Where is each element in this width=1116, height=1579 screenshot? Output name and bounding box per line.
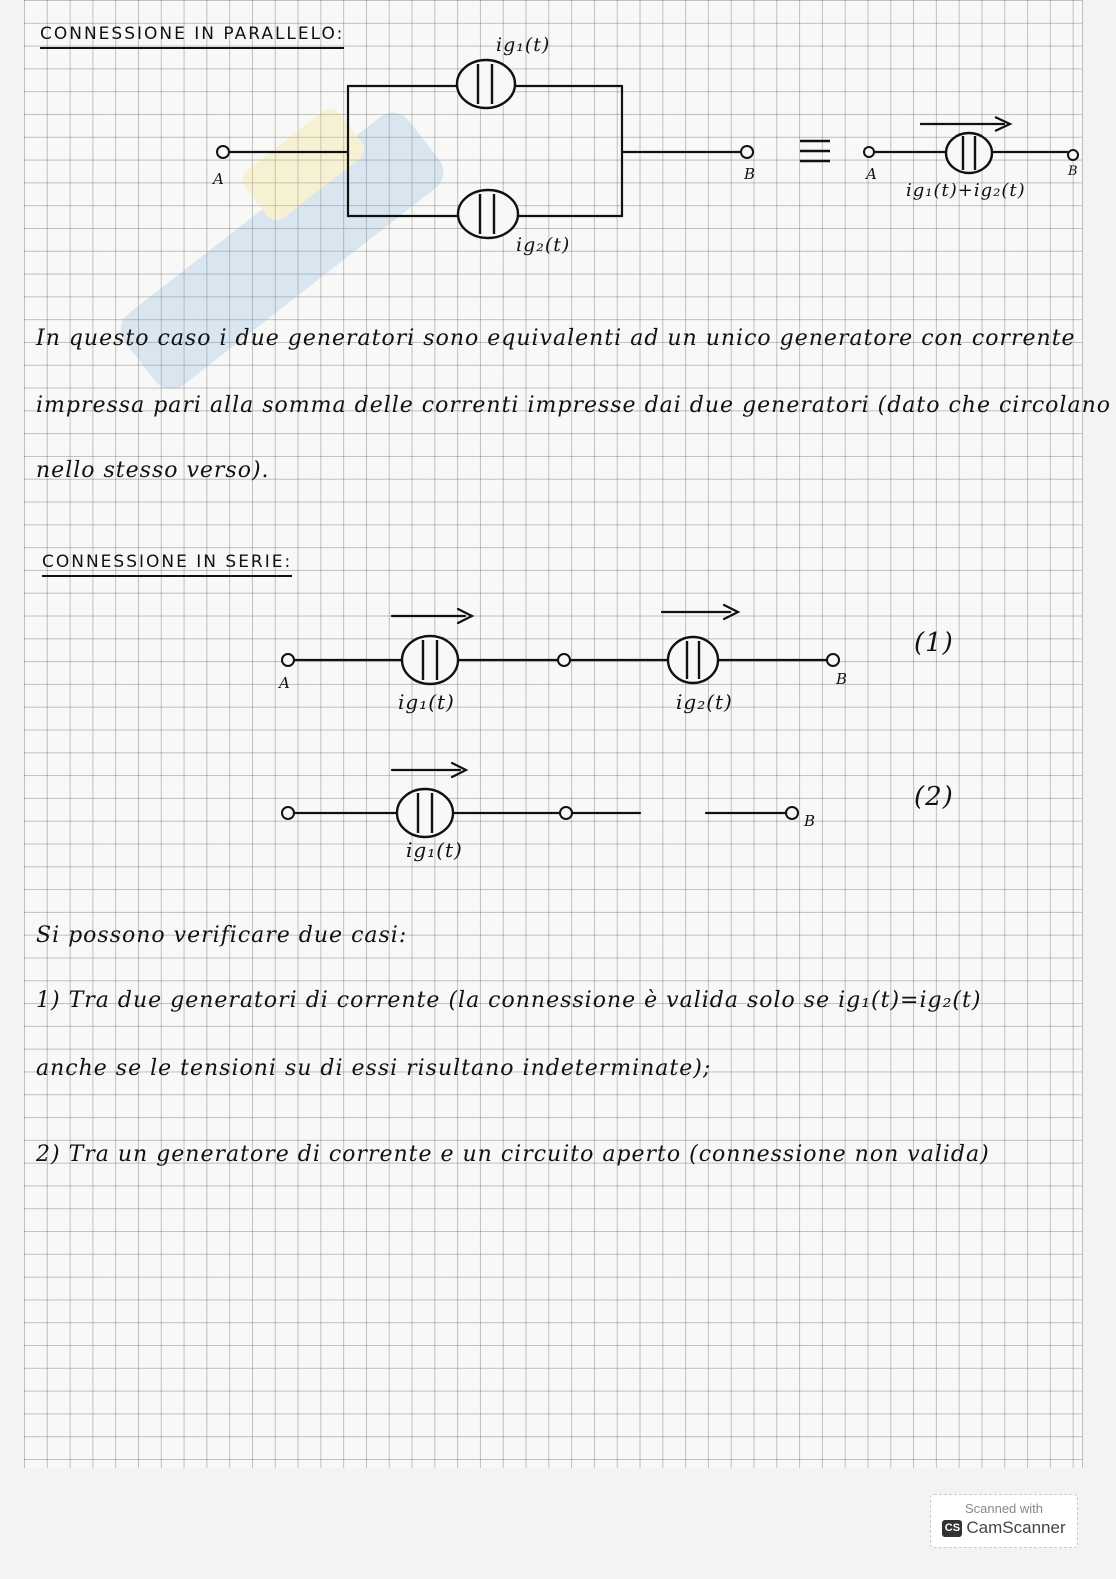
series-case2-tag: (2) [914,782,954,812]
equiv-node-b-label: B [1068,164,1079,179]
series1-gen2-label: ig₂(t) [676,690,733,714]
series1-terminal-a [282,654,294,666]
node-b-label: B [744,165,757,183]
series-case1-tag: (1) [914,628,954,658]
series1-middle-node [558,654,570,666]
equivalence-icon [800,141,830,161]
series2-terminal-a [282,807,294,819]
current-generator-2-icon [458,190,518,238]
equiv-terminal-a [864,147,874,157]
series1-gen1-label: ig₁(t) [398,690,455,714]
equiv-generator-label: ig₁(t)+ig₂(t) [906,180,1026,201]
camscanner-logo-icon: CS [942,1520,962,1537]
current-generator-1-icon [457,60,515,108]
series2-generator-icon [397,789,453,837]
terminal-a [217,146,229,158]
series2-middle-node [560,807,572,819]
series-text-line-4: 2) Tra un generatore di corrente e un circuito aperto (connessione non valida) [36,1142,990,1167]
scanner-brand-text: CamScanner [966,1518,1066,1537]
series2-node-b-label: B [804,812,817,830]
parallel-heading: CONNESSIONE IN PARALLELO: [40,24,344,49]
camscanner-stamp [930,1494,1078,1548]
parallel-text-line-2: impressa pari alla somma delle correnti impresse dai due generatori (dato che circolano [36,393,1111,418]
series-text-line-1: Si possono verificare due casi: [36,923,408,948]
series1-generator-2-icon [668,637,718,683]
scanner-top-text: Scanned with [964,1501,1044,1516]
parallel-text-line-1: In questo caso i due generatori sono equivalenti ad un unico generatore con corrente [36,326,1076,351]
gen1-label: ig₁(t) [496,34,551,56]
scanner-brand [931,1518,1077,1538]
terminal-b [741,146,753,158]
series-text-line-3: anche se le tensioni su di essi risultano indeterminate); [36,1056,712,1081]
series-heading: CONNESSIONE IN SERIE: [42,552,292,577]
series2-gen1-label: ig₁(t) [406,838,463,862]
equiv-terminal-b [1068,150,1078,160]
series1-generator-1-icon [402,636,458,684]
series1-terminal-b [827,654,839,666]
parallel-text-line-3: nello stesso verso). [36,458,270,483]
series1-node-b-label: B [836,670,849,688]
equiv-node-a-label: A [866,165,878,183]
series1-node-a-label: A [279,674,291,692]
series2-terminal-b [786,807,798,819]
series-text-line-2: 1) Tra due generatori di corrente (la connessione è valida solo se ig₁(t)=ig₂(t) [36,988,982,1013]
equivalent-generator-icon [946,133,992,173]
node-a-label: A [213,170,225,188]
gen2-label: ig₂(t) [516,234,571,256]
